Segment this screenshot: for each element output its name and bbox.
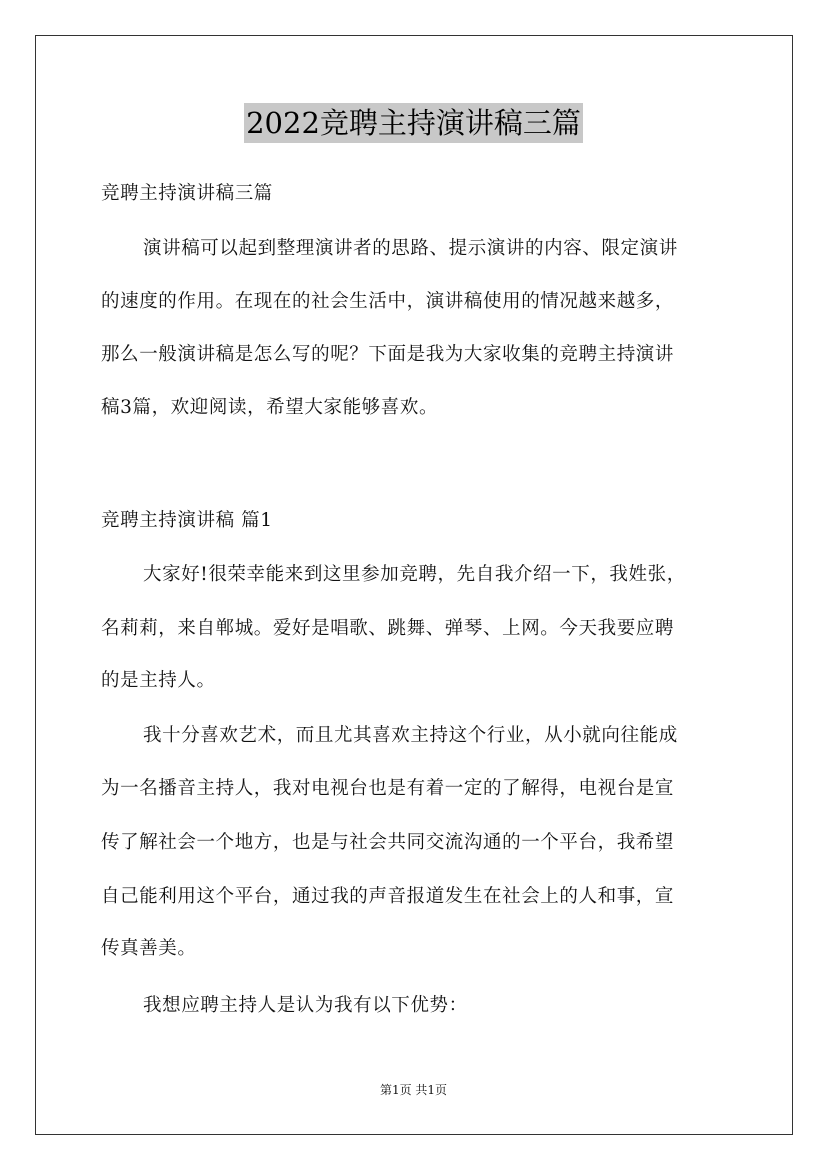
page-footer: 第1页 共1页 — [379, 1083, 448, 1097]
intro-line-4: 稿3篇，欢迎阅读，希望大家能够喜欢。 — [101, 397, 439, 418]
para3-line-1: 我想应聘主持人是认为我有以下优势： — [143, 995, 468, 1016]
section-heading: 竞聘主持演讲稿 篇1 — [101, 510, 273, 531]
title-container — [0, 103, 827, 143]
para2-line-5: 传真善美。 — [101, 938, 197, 959]
intro-line-2: 的速度的作用。在现在的社会生活中，演讲稿使用的情况越来越多， — [101, 291, 675, 312]
para2-line-3: 传了解社会一个地方，也是与社会共同交流沟通的一个平台，我希望 — [101, 832, 675, 853]
para2-line-2: 为一名播音主持人，我对电视台也是有着一定的了解得，电视台是宣 — [101, 778, 675, 799]
intro-line-1: 演讲稿可以起到整理演讲者的思路、提示演讲的内容、限定演讲 — [143, 238, 678, 259]
para1-line-2: 名莉莉，来自郸城。爱好是唱歌、跳舞、弹琴、上网。今天我要应聘 — [101, 618, 675, 639]
document-subtitle: 竞聘主持演讲稿三篇 — [101, 183, 273, 204]
document-title: 2022竞聘主持演讲稿三篇 — [244, 103, 583, 143]
para1-line-3: 的是主持人。 — [101, 670, 216, 691]
para2-line-1: 我十分喜欢艺术，而且尤其喜欢主持这个行业，从小就向往能成 — [143, 725, 678, 746]
para2-line-4: 自己能利用这个平台，通过我的声音报道发生在社会上的人和事，宣 — [101, 886, 675, 907]
intro-line-3: 那么一般演讲稿是怎么写的呢？下面是我为大家收集的竞聘主持演讲 — [101, 344, 675, 365]
para1-line-1: 大家好!很荣幸能来到这里参加竞聘，先自我介绍一下，我姓张， — [143, 564, 686, 585]
